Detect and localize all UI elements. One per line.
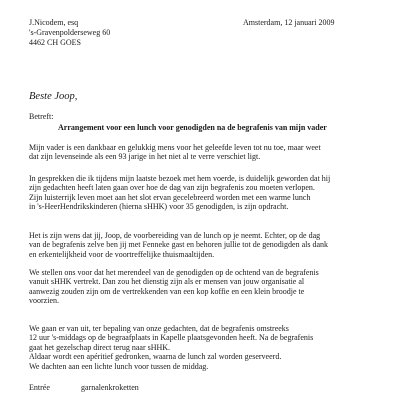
paragraph-line: We stellen ons voor dat het merendeel van de genodigden op de ochtend van de begrafenis: [29, 268, 319, 277]
paragraph-line: Zijn luisterrijk leven moet aan het slot ervan gecelebreerd worden met een warme lunch: [29, 192, 311, 202]
sender-name: J.Nicodem, esq: [29, 18, 79, 27]
paragraph-4: [29, 268, 384, 306]
paragraph-2: [29, 174, 384, 212]
paragraph-line: voorzien.: [29, 296, 59, 306]
paragraph-line: vanuit sHHK vertrekt. Dan zou het dienstig zijn als er mensen van jouw organisatie al: [29, 277, 305, 287]
paragraph-line: aanwezig zouden zijn om de vertrekkenden van een kop koffie en een klein broodje te: [29, 286, 305, 296]
paragraph-line: In gesprekken die ik tijdens mijn laatste bezoek met hem voerde, is duidelijk geworden dat hij: [29, 174, 331, 183]
sender-address: [29, 18, 110, 48]
paragraph-5: [29, 324, 384, 371]
salutation: Beste Joop,: [29, 91, 78, 102]
sender-street: 's-Gravenpolderseweg 60: [29, 28, 111, 37]
paragraph-line: gaat het gezelschap direct terug naar sHHK.: [29, 342, 171, 352]
paragraph-3: [29, 231, 384, 259]
paragraph-line: We dachten aan een lichte lunch voor tussen de middag.: [29, 361, 209, 371]
paragraph-1: [29, 143, 384, 162]
letter-date: Amsterdam, 12 januari 2009: [243, 18, 335, 27]
menu-item: [29, 383, 139, 392]
paragraph-line: 12 uur 's-middags op de begraafplaats in Kapelle plaatsgevonden heeft. Na de begrafenis: [29, 333, 314, 343]
paragraph-line: Het is zijn wens dat jij, Joop, de voorbereiding van de lunch op je neemt. Echter, op de dag: [29, 231, 321, 240]
menu-course: Entrée: [29, 383, 50, 392]
paragraph-line: en erkentelijkheid voor de voortreffelijke thuismaaltijden.: [29, 249, 215, 259]
subject-label: Betreft:: [29, 112, 54, 121]
paragraph-line: van de begrafenis zelve ben jij met Fenneke gast en behoren jullie tot de genodigden als dank: [29, 240, 329, 250]
paragraph-line: in 's-HeerHendrikskinderen (hierna sHHK) voor 35 genodigden, is zijn opdracht.: [29, 202, 289, 212]
paragraph-line: zijn gedachten heeft laten gaan over hoe de dag van zijn begrafenis zou moeten verlopen.: [29, 183, 315, 193]
paragraph-line: Mijn vader is een dankbaar en gelukkig mens voor het geleefde leven tot nu toe, maar weet: [29, 143, 321, 152]
menu-dish: garnalenkroketten: [81, 383, 139, 392]
paragraph-line: Aldaar wordt een apéritief gedronken, waarna de lunch zal worden geserveerd.: [29, 352, 282, 362]
paragraph-line: We gaan er van uit, ter bepaling van onze gedachten, dat de begrafenis omstreeks: [29, 324, 289, 333]
sender-city: 4462 CH GOES: [29, 38, 82, 47]
menu-list: [29, 383, 139, 392]
subject-line: Arrangement voor een lunch voor genodigden na de begrafenis van mijn vader: [58, 123, 327, 132]
paragraph-line: dat zijn levenseinde als een 93 jarige in het niet al te verre verschiet ligt.: [29, 152, 261, 162]
